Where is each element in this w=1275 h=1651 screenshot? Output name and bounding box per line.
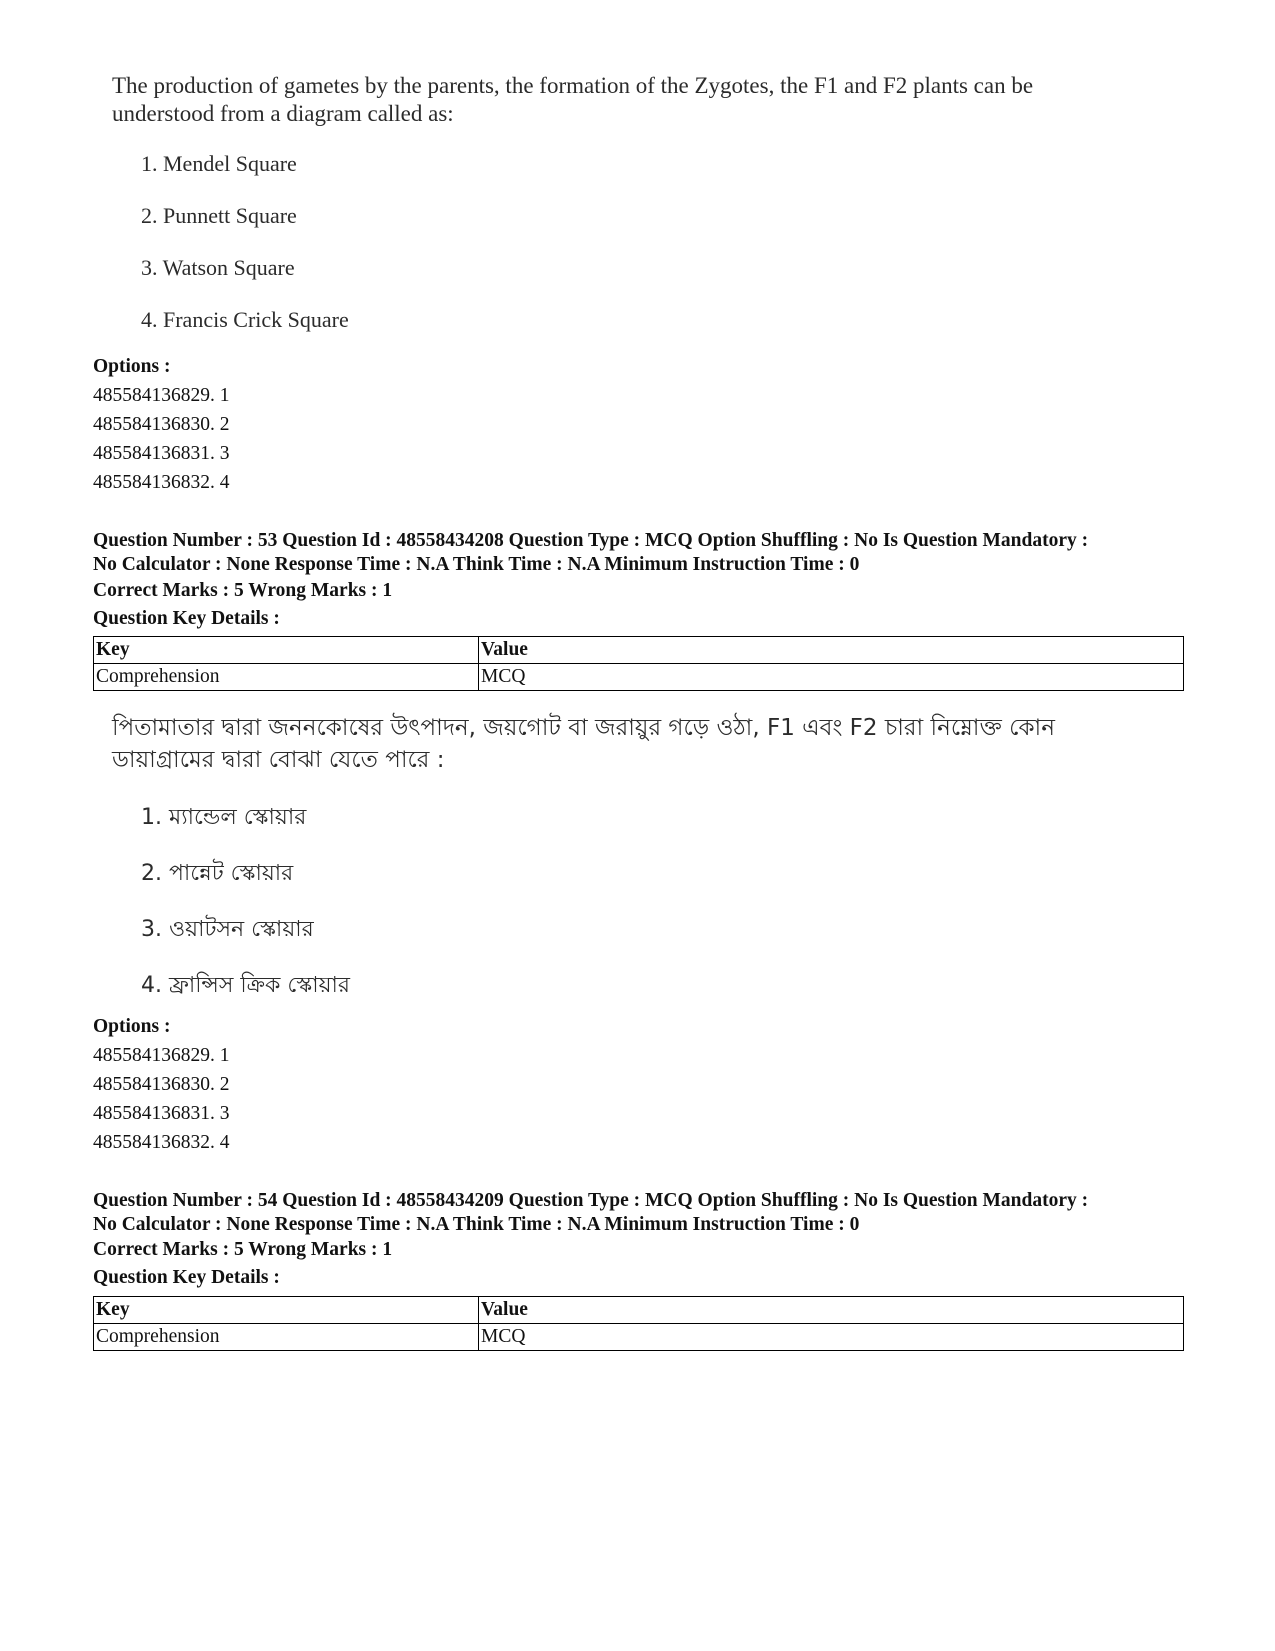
- choice-item: 2. পান্নেট স্কোয়ার: [141, 861, 294, 886]
- table-row: [94, 664, 1184, 691]
- table-header-cell: Key: [94, 1297, 479, 1324]
- table-header-row: [94, 1297, 1184, 1324]
- table-cell: MCQ: [479, 664, 1184, 691]
- option-item: 485584136831. 3: [93, 443, 230, 464]
- option-item: 485584136829. 1: [93, 1045, 230, 1066]
- question-meta-line: No Calculator : None Response Time : N.A Think Time : N.A Minimum Instruction Time : 0: [93, 1214, 860, 1235]
- table-header-cell: Key: [94, 637, 479, 664]
- question-meta-line: Question Number : 54 Question Id : 48558434209 Question Type : MCQ Option Shuffling : No Is Question Mandatory :: [93, 1190, 1089, 1211]
- choice-item: 4. Francis Crick Square: [141, 307, 349, 332]
- table-header-cell: Value: [479, 1297, 1184, 1324]
- question-meta-line: No Calculator : None Response Time : N.A Think Time : N.A Minimum Instruction Time : 0: [93, 554, 860, 575]
- choice-item: 4. ফ্রান্সিস ক্রিক স্কোয়ার: [141, 973, 351, 998]
- key-details-table: [93, 1296, 1184, 1351]
- option-item: 485584136832. 4: [93, 472, 230, 493]
- options-title: Options :: [93, 356, 171, 377]
- key-details-table: [93, 636, 1184, 691]
- key-details-title: Question Key Details :: [93, 1267, 280, 1288]
- question-meta-line: Question Number : 53 Question Id : 48558434208 Question Type : MCQ Option Shuffling : No Is Question Mandatory :: [93, 530, 1089, 551]
- choice-item: 1. ম্যান্ডেল স্কোয়ার: [141, 805, 307, 830]
- marks-line: Correct Marks : 5 Wrong Marks : 1: [93, 580, 393, 601]
- options-block: [93, 1012, 230, 1157]
- option-item: 485584136830. 2: [93, 414, 230, 435]
- table-cell: Comprehension: [94, 1324, 479, 1351]
- question-stem-english: The production of gametes by the parents, the formation of the Zygotes, the F1 and F2 plants can be understood from a diagram called as:: [112, 73, 1034, 126]
- table-cell: MCQ: [479, 1324, 1184, 1351]
- question-meta: [93, 529, 1193, 577]
- options-title: Options :: [93, 1016, 171, 1037]
- marks-line: Correct Marks : 5 Wrong Marks : 1: [93, 1239, 393, 1260]
- question-image-bengali: [112, 712, 1112, 998]
- choice-item: 1. Mendel Square: [141, 151, 297, 176]
- options-block: [93, 352, 230, 497]
- table-cell: Comprehension: [94, 664, 479, 691]
- choice-item: 3. Watson Square: [141, 255, 295, 280]
- question-image-english: [112, 72, 1112, 332]
- table-header-cell: Value: [479, 637, 1184, 664]
- option-item: 485584136829. 1: [93, 385, 230, 406]
- option-item: 485584136832. 4: [93, 1132, 230, 1153]
- choice-item: 3. ওয়াটসন স্কোয়ার: [141, 917, 314, 942]
- question-meta: [93, 1189, 1193, 1237]
- question-stem-bengali: পিতামাতার দ্বারা জননকোষের উৎপাদন, জয়গোট বা জরায়ুর গড়ে ওঠা, F1 এবং F2 চারা নিম্নোক্ত কোন ডায়াগ্রামের দ্বারা বোঝা যেতে পারে :: [112, 715, 1055, 773]
- table-header-row: [94, 637, 1184, 664]
- option-item: 485584136831. 3: [93, 1103, 230, 1124]
- table-row: [94, 1324, 1184, 1351]
- choice-item: 2. Punnett Square: [141, 203, 297, 228]
- option-item: 485584136830. 2: [93, 1074, 230, 1095]
- key-details-title: Question Key Details :: [93, 608, 280, 629]
